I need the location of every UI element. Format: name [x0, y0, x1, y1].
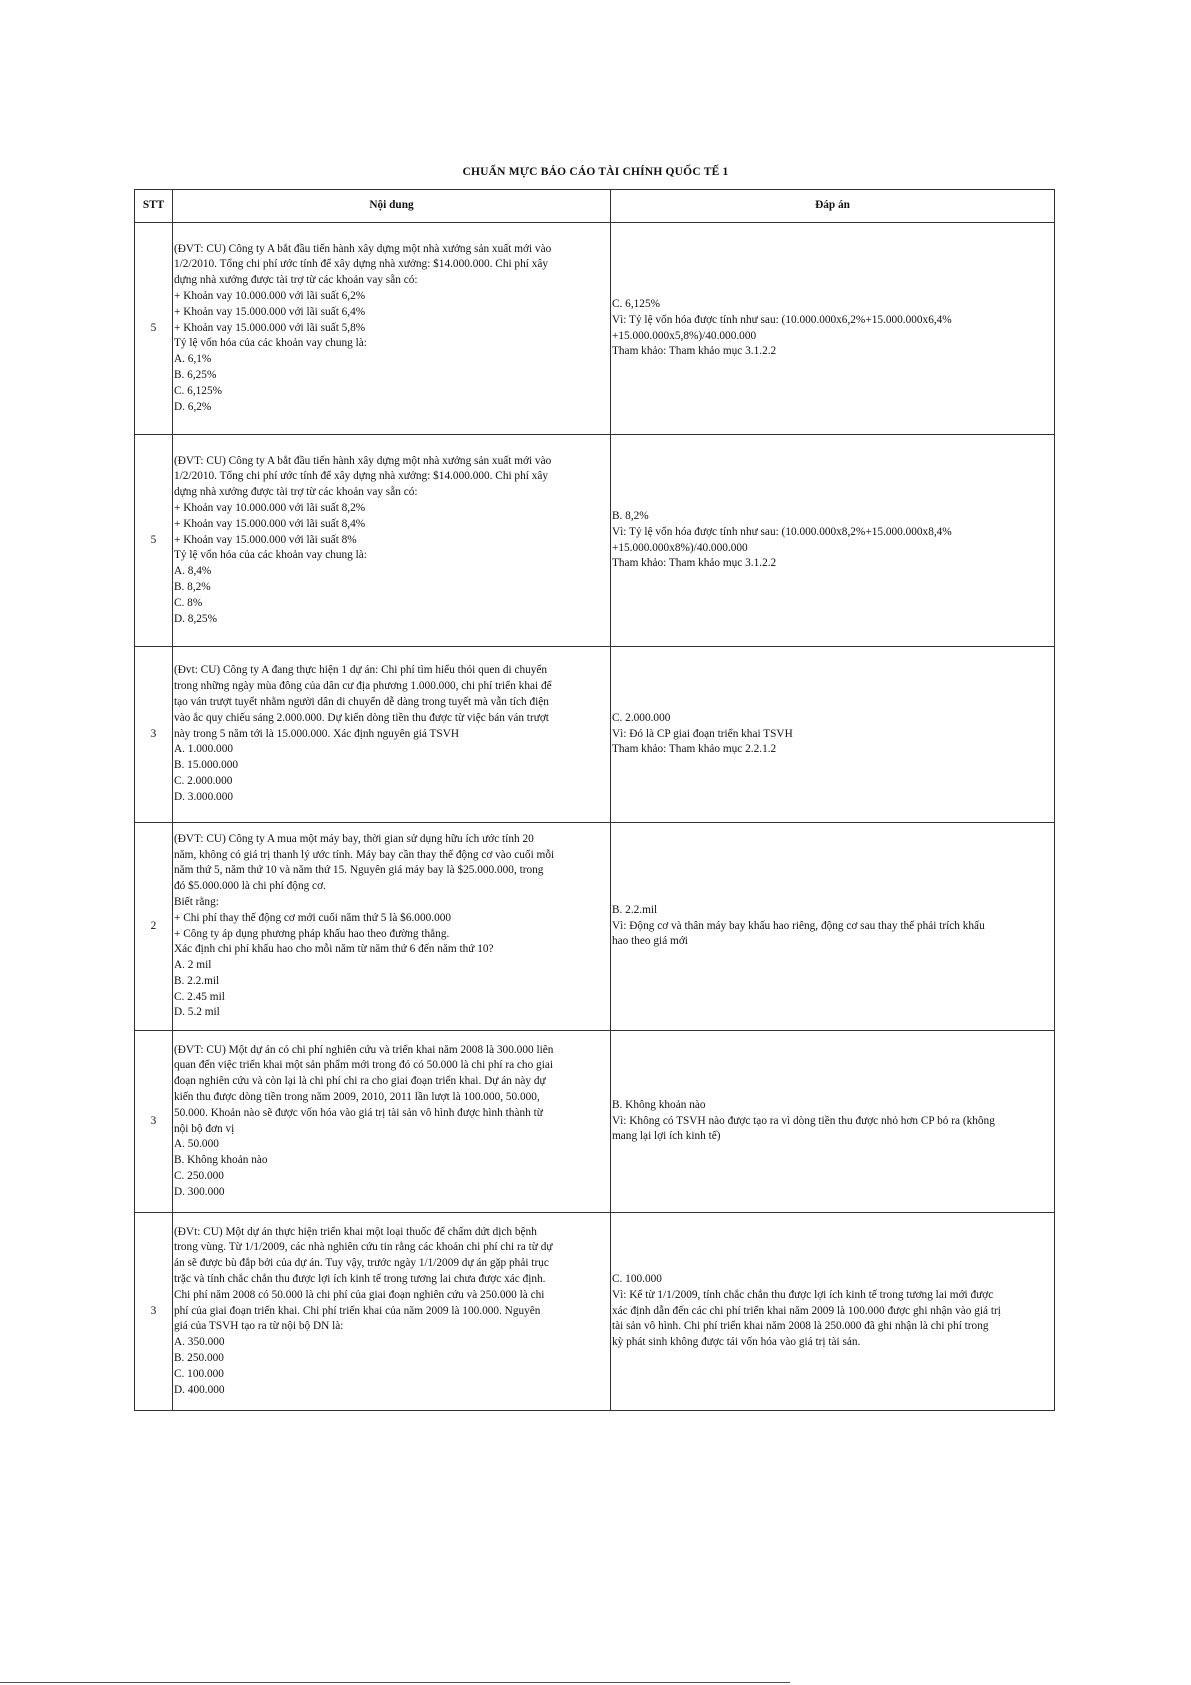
row-stt: 3 [135, 1213, 173, 1411]
question-line: 1/2/2010. Tổng chi phí ước tính để xây dựng nhà xưởng: $14.000.000. Chi phí xây [174, 470, 549, 483]
answer-line: Vì: Kể từ 1/1/2009, tính chắc chắn thu được lợi ích kinh tế trong tương lai mới được [612, 1288, 994, 1301]
qa-table [134, 189, 1055, 1411]
table-row [135, 435, 1055, 647]
answer-line: Tham khảo: Tham khảo mục 2.2.1.2 [612, 743, 777, 756]
question-line: A. 8,4% [174, 565, 212, 578]
question-line: A. 1.000.000 [174, 743, 233, 756]
question-line: trong vùng. Từ 1/1/2009, các nhà nghiên cứu tin rằng các khoản chi phí chi ra từ dự [174, 1241, 553, 1254]
question-line: năm, không có giá trị thanh lý ước tính. Máy bay cần thay thế động cơ vào cuối mỗi [174, 848, 555, 861]
question-line: (ĐVT: CU) Công ty A mua một máy bay, thời gian sử dụng hữu ích ước tính 20 [174, 832, 534, 845]
row-stt: 3 [135, 1031, 173, 1213]
question-line: C. 250.000 [174, 1169, 224, 1182]
answer-line: Tham khảo: Tham khảo mục 3.1.2.2 [612, 345, 777, 358]
answer-line: xác định dẫn đến các chi phí triển khai năm 2009 là 100.000 được ghi nhận vào giá trị [612, 1304, 1001, 1317]
question-line: C. 2.45 mil [174, 990, 225, 1003]
table-row [135, 1031, 1055, 1213]
row-stt: 5 [135, 435, 173, 647]
question-line: Tỷ lệ vốn hóa của các khoản vay chung là: [174, 549, 367, 562]
answer-line: C. 2.000.000 [612, 711, 671, 724]
header-stt: STT [135, 190, 173, 223]
question-line: C. 2.000.000 [174, 774, 233, 787]
question-line: A. 350.000 [174, 1336, 225, 1349]
question-line: + Khoản vay 10.000.000 với lãi suất 8,2% [174, 502, 366, 514]
question-line: tạo ván trượt tuyết nhằm người dân di chuyển dễ dàng trong tuyết mà vẫn tích điện [174, 696, 549, 708]
question-line: Tỷ lệ vốn hóa của các khoản vay chung là: [174, 337, 367, 350]
question-line: B. 8,2% [174, 580, 211, 593]
answer-line: tài sản vô hình. Chi phí triển khai năm 2008 là 250.000 đã ghi nhận là chi phí trong [612, 1320, 989, 1333]
question-line: dựng nhà xưởng được tài trợ từ các khoản vay sẵn có: [174, 274, 418, 287]
row-answer [611, 647, 1055, 823]
row-question [173, 1031, 611, 1213]
row-answer [611, 823, 1055, 1031]
question-line: Chi phí năm 2008 có 50.000 là chi phí của giai đoạn nghiên cứu và 250.000 là chi [174, 1288, 545, 1301]
page-bottom-rule [0, 1682, 790, 1683]
answer-line: +15.000.000x5,8%)/40.000.000 [612, 329, 757, 342]
table-row [135, 823, 1055, 1031]
question-line: đó $5.000.000 là chi phí động cơ. [174, 880, 326, 893]
question-line: 1/2/2010. Tổng chi phí ước tính để xây dựng nhà xưởng: $14.000.000. Chi phí xây [174, 258, 549, 271]
question-line: B. Không khoản nào [174, 1154, 268, 1167]
header-answer: Đáp án [611, 190, 1055, 223]
question-line: (Đvt: CU) Công ty A đang thực hiện 1 dự án: Chi phí tìm hiểu thói quen di chuyển [174, 664, 548, 677]
answer-line: Tham khảo: Tham khảo mục 3.1.2.2 [612, 557, 777, 570]
table-row [135, 647, 1055, 823]
question-line: C. 6,125% [174, 384, 223, 397]
row-question [173, 1213, 611, 1411]
row-answer [611, 223, 1055, 435]
question-line: phí của giai đoạn triển khai. Chi phí triển khai của năm 2009 là 100.000. Nguyên [174, 1304, 541, 1317]
question-line: + Chi phí thay thế động cơ mới cuối năm thứ 5 là $6.000.000 [174, 911, 452, 924]
row-question [173, 823, 611, 1031]
question-line: + Công ty áp dụng phương pháp khấu hao theo đường thẳng. [174, 927, 450, 940]
answer-line: B. Không khoản nào [612, 1098, 706, 1111]
answer-line: B. 2.2.mil [612, 903, 658, 916]
answer-line: Vì: Tỷ lệ vốn hóa được tính như sau: (10.000.000x8,2%+15.000.000x8,4% [612, 525, 952, 538]
question-line: D. 300.000 [174, 1185, 225, 1198]
question-line: C. 8% [174, 596, 203, 609]
question-line: (ĐVt: CU) Một dự án thực hiện triển khai một loại thuốc để chấm dứt dịch bệnh [174, 1225, 537, 1238]
answer-line: mang lại lợi ích kinh tế) [612, 1130, 721, 1143]
question-line: B. 15.000.000 [174, 759, 239, 772]
question-line: D. 8,25% [174, 612, 217, 625]
question-line: B. 250.000 [174, 1351, 224, 1364]
question-line: + Khoản vay 15.000.000 với lãi suất 8% [174, 533, 357, 546]
header-content: Nội dung [173, 190, 611, 223]
row-question [173, 223, 611, 435]
question-line: trặc và tính chắc chắn thu được lợi ích kinh tế trong tương lai chưa được xác định. [174, 1273, 546, 1285]
row-stt: 2 [135, 823, 173, 1031]
question-line: nội bộ đơn vị [174, 1122, 235, 1135]
question-line: dựng nhà xưởng được tài trợ từ các khoản vay sẵn có: [174, 486, 418, 499]
answer-line: Vì: Không có TSVH nào được tạo ra vì dòng tiền thu được nhỏ hơn CP bỏ ra (không [612, 1114, 995, 1127]
row-stt: 5 [135, 223, 173, 435]
answer-line: hao theo giá mới [612, 935, 688, 948]
row-question [173, 647, 611, 823]
document-title: CHUẨN MỰC BÁO CÁO TÀI CHÍNH QUỐC TẾ 1 [462, 166, 729, 178]
question-line: + Khoản vay 15.000.000 với lãi suất 5,8% [174, 321, 366, 334]
question-line: + Khoản vay 15.000.000 với lãi suất 6,4% [174, 305, 366, 318]
answer-line: B. 8,2% [612, 509, 649, 522]
question-line: (ĐVT: CU) Một dự án có chi phí nghiên cứu và triển khai năm 2008 là 300.000 liên [174, 1043, 554, 1056]
question-line: vào ắc quy chiếu sáng 2.000.000. Dự kiến dòng tiền thu được từ việc bán ván trượt [174, 711, 549, 724]
question-line: kiến thu được dòng tiền trong năm 2009, 2010, 2011 lần lượt là 100.000, 50.000, [174, 1090, 540, 1103]
question-line: (ĐVT: CU) Công ty A bắt đầu tiến hành xây dựng một nhà xưởng sản xuất mới vào [174, 242, 552, 255]
answer-line: C. 6,125% [612, 297, 661, 310]
question-line: 50.000. Khoản nào sẽ được vốn hóa vào giá trị tài sản vô hình được hình thành từ [174, 1106, 543, 1119]
answer-line: C. 100.000 [612, 1273, 662, 1285]
row-stt: 3 [135, 647, 173, 823]
question-line: trong những ngày mùa đông của dân cư địa phương 1.000.000, chi phí triển khai để [174, 680, 552, 693]
question-line: D. 5.2 mil [174, 1006, 220, 1019]
question-line: giá của TSVH tạo ra từ nội bộ DN là: [174, 1320, 344, 1333]
row-answer [611, 435, 1055, 647]
question-line: A. 50.000 [174, 1138, 219, 1151]
question-line: Xác định chi phí khấu hao cho mỗi năm từ năm thứ 6 đến năm thứ 10? [174, 943, 494, 956]
question-line: + Khoản vay 15.000.000 với lãi suất 8,4% [174, 517, 366, 530]
table-row [135, 223, 1055, 435]
row-answer [611, 1213, 1055, 1411]
table-row [135, 1213, 1055, 1411]
question-line: Biết rằng: [174, 895, 219, 908]
answer-line: +15.000.000x8%)/40.000.000 [612, 541, 748, 554]
question-line: D. 3.000.000 [174, 790, 233, 803]
question-line: A. 2 mil [174, 959, 212, 972]
question-line: D. 6,2% [174, 400, 212, 413]
question-line: B. 6,25% [174, 368, 217, 381]
question-line: năm thứ 5, năm thứ 10 và năm thứ 15. Nguyên giá máy bay là $25.000.000, trong [174, 864, 544, 877]
question-line: đoạn nghiên cứu và còn lại là chi phí chi ra cho giai đoạn triển khai. Dự án này dự [174, 1075, 546, 1088]
question-line: (ĐVT: CU) Công ty A bắt đầu tiến hành xây dựng một nhà xưởng sản xuất mới vào [174, 454, 552, 467]
question-line: án sẽ được bù đắp bởi của dự án. Tuy vậy, trước ngày 1/1/2009 dự án gặp phải trục [174, 1257, 549, 1270]
question-line: này trong 5 năm tới là 15.000.000. Xác định nguyên giá TSVH [174, 727, 460, 740]
question-line: A. 6,1% [174, 353, 212, 366]
question-line: B. 2.2.mil [174, 974, 220, 987]
answer-line: Vì: Động cơ và thân máy bay khấu hao riêng, động cơ sau thay thế phải trích khấu [612, 919, 985, 932]
table-header-row [135, 190, 1055, 223]
row-question [173, 435, 611, 647]
answer-line: Vì: Tỷ lệ vốn hóa được tính như sau: (10.000.000x6,2%+15.000.000x6,4% [612, 313, 952, 326]
question-line: D. 400.000 [174, 1383, 225, 1396]
question-line: quan đến việc triển khai một sản phẩm mới trong đó có 50.000 là chi phí ra cho giai [174, 1059, 553, 1072]
answer-line: kỳ phát sinh không được tái vốn hóa vào giá trị tài sản. [612, 1336, 861, 1349]
row-answer [611, 1031, 1055, 1213]
answer-line: Vì: Đó là CP giai đoạn triển khai TSVH [612, 727, 793, 740]
question-line: C. 100.000 [174, 1367, 224, 1380]
question-line: + Khoản vay 10.000.000 với lãi suất 6,2% [174, 290, 366, 302]
